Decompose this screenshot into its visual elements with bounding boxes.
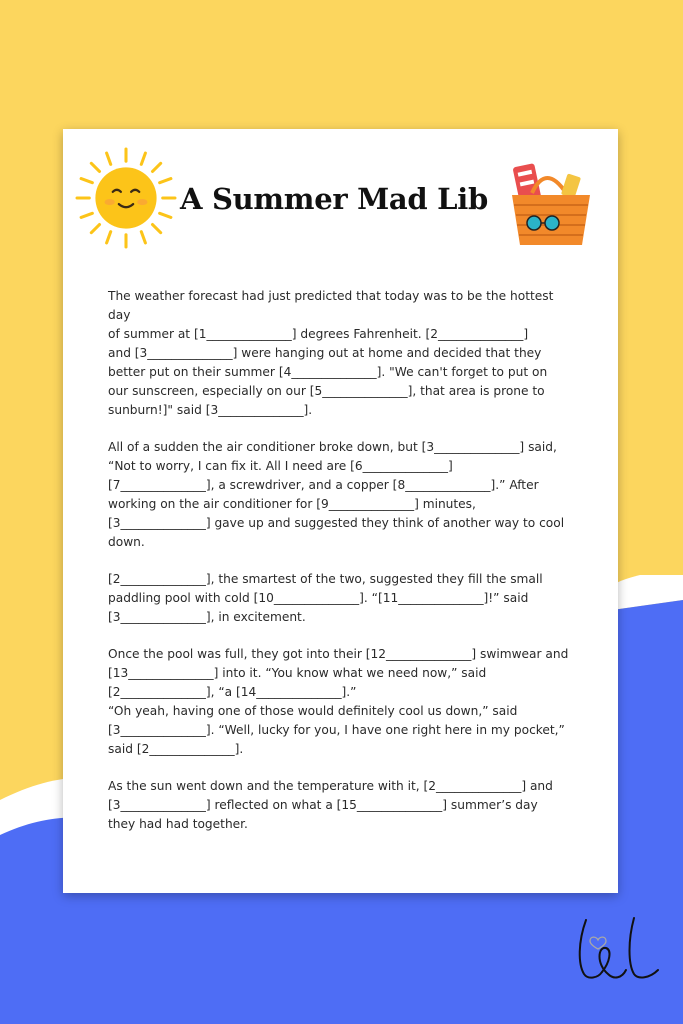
story-paragraph-5: As the sun went down and the temperature with it, [2______________] and [3______________] reflected on what a [15______________] summer’s day they had had together.: [108, 779, 553, 831]
brand-logo: [572, 912, 672, 992]
beach-bag-icon: [506, 159, 596, 249]
story-paragraph-2: All of a sudden the air conditioner broke down, but [3______________] said, “Not to worry, I can fix it. All I need are [6______________] [7______________], a screwdriver, and a copper [8______________].” After working on the air conditioner for [9______________] minutes, [3______________] gave up and suggested they think of another way to cool down.: [108, 440, 565, 549]
page-title: A Summer Mad Lib: [180, 182, 488, 216]
story-paragraph-4: Once the pool was full, they got into their [12______________] swimwear and [13______________] into it. “You know what we need now,” said [2______________], “a [14______________].” “Oh yeah, having one of those would definitely cool us down,” said [3______________]. “Well, lucky for you, I have one right here in my pocket,” said [2______________].: [108, 647, 569, 756]
story-text: [108, 287, 578, 852]
sun-icon: [75, 147, 177, 249]
story-paragraph-1: The weather forecast had just predicted that today was to be the hottest day of summer at [1______________] degrees Fahrenheit. [2______________] and [3______________] were hanging out at home and decided that they better put on their summer [4______________]. "We can't forget to put on our sunscreen, especially on our [5______________], that area is prone to sunburn!]" said [3______________].: [108, 289, 554, 417]
mad-lib-sheet: [63, 129, 618, 893]
story-paragraph-3: [2______________], the smartest of the two, suggested they fill the small paddling pool with cold [10______________]. “[11______________]!” said [3______________], in excitement.: [108, 572, 543, 624]
